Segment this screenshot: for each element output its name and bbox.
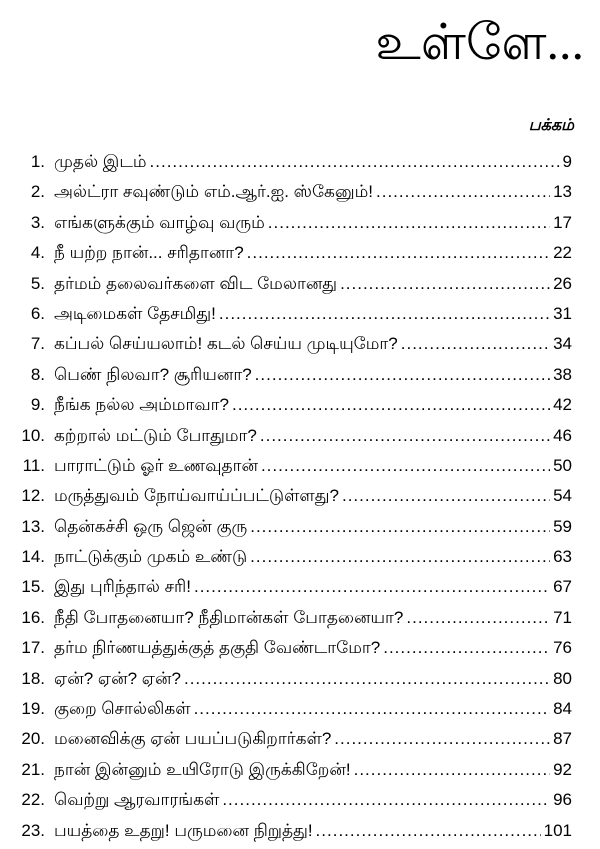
dot-leader [222,788,550,812]
entry-title: இது புரிந்தால் சரி! [54,577,191,597]
entry-title: தென்கச்சி ஒரு ஜென் குரு [54,516,248,536]
toc-entry[interactable] [0,332,600,362]
entry-title: கப்பல் செய்யலாம்! கடல் செய்ய முடியுமோ? [54,334,398,354]
dot-leader [383,636,550,660]
entry-page-number: 67 [553,577,572,597]
entry-title: ஏன்? ஏன்? ஏன்? [54,668,181,688]
entry-number: 3. [30,212,45,232]
entry-number: 20. [21,729,45,749]
entry-page-number: 9 [562,152,572,171]
toc-entry[interactable] [0,393,600,423]
entry-number: 17. [21,638,45,658]
entry-title: எங்களுக்கும் வாழ்வு வரும் [54,212,265,232]
entry-number: 9. [30,395,45,415]
entry-title: கற்றால் மட்டும் போதுமா? [54,425,257,445]
entry-number: 14. [21,547,45,567]
entry-page-number: 84 [553,699,572,719]
entry-number: 21. [21,759,45,779]
toc-entry[interactable] [0,272,600,302]
entry-page-number: 96 [553,790,572,810]
entry-page-number: 80 [553,668,572,688]
entry-title: அல்ட்ரா சவுண்டும் எம்.ஆர்.ஐ. ஸ்கேனும்! [54,182,374,202]
toc-entry[interactable] [0,697,600,727]
entry-number: 1. [30,152,45,171]
entry-number: 2. [30,182,45,202]
entry-title: பாராட்டும் ஓர் உணவுதான் [54,455,258,475]
dot-leader [406,606,550,630]
toc-entry[interactable] [0,424,600,454]
toc-entry[interactable] [0,727,600,757]
entry-title: மனைவிக்கு ஏன் பயப்படுகிறார்கள்? [54,729,332,749]
entry-page-number: 22 [553,243,572,263]
entry-title: தர்ம நிர்ணயத்துக்குத் தகுதி வேண்டாமோ? [54,638,381,658]
entry-page-number: 46 [553,425,572,445]
dot-leader [354,758,550,782]
entry-number: 13. [21,516,45,536]
entry-title: பெண் நிலவா? சூரியனா? [54,364,252,384]
dot-leader [150,150,560,174]
entry-title: மருத்துவம் நோய்வாய்ப்பட்டுள்ளது? [54,486,339,506]
entry-number: 19. [21,699,45,719]
dot-leader [268,211,550,235]
entry-number: 8. [30,364,45,384]
entry-number: 15. [21,577,45,597]
entry-title: வெற்று ஆரவாரங்கள் [54,790,220,810]
toc-entry[interactable] [0,636,600,666]
toc-entry[interactable] [0,363,600,393]
entry-title: அடிமைகள் தேசமிது! [54,303,216,323]
entry-number: 5. [30,273,45,293]
entry-title: குறை சொல்லிகள் [54,699,191,719]
dot-leader [247,241,550,265]
page-title: உள்ளே... [375,14,584,70]
entry-number: 6. [30,303,45,323]
toc-entry[interactable] [0,667,600,697]
entry-page-number: 71 [553,607,572,627]
entry-page-number: 42 [553,395,572,415]
toc-entry[interactable] [0,150,600,180]
entry-page-number: 31 [553,303,572,323]
entry-page-number: 87 [553,729,572,749]
entry-page-number: 59 [553,516,572,536]
entry-page-number: 54 [553,486,572,506]
entry-number: 7. [30,334,45,354]
entry-number: 22. [21,790,45,810]
entry-number: 4. [30,243,45,263]
dot-leader [194,575,550,599]
dot-leader [219,302,550,326]
entry-number: 23. [21,820,45,840]
entry-title: தர்மம் தலைவர்களை விட மேலானது [54,273,338,293]
toc-entry[interactable] [0,819,600,849]
entry-title: நான் இன்னும் உயிரோடு இருக்கிறேன்! [54,759,351,779]
entry-page-number: 50 [553,455,572,475]
toc-entry[interactable] [0,302,600,332]
toc-entry[interactable] [0,515,600,545]
toc-entry[interactable] [0,241,600,271]
toc-entry[interactable] [0,545,600,575]
entry-number: 10. [21,425,45,445]
dot-leader [342,484,550,508]
entry-page-number: 34 [553,334,572,354]
dot-leader [255,363,550,387]
toc-entry[interactable] [0,575,600,605]
entry-page-number: 38 [553,364,572,384]
entry-number: 18. [21,668,45,688]
entry-title: நீங்க நல்ல அம்மாவா? [54,395,229,415]
entry-page-number: 17 [553,212,572,232]
dot-leader [232,393,550,417]
dot-leader [401,332,550,356]
page-column-label: பக்கம் [528,117,574,134]
entry-title: நீதி போதனையா? நீதிமான்கள் போதனையா? [54,607,404,627]
dot-leader [376,180,550,204]
toc-entry[interactable] [0,758,600,788]
dot-leader [340,272,550,296]
toc-entry[interactable] [0,211,600,241]
dot-leader [184,667,550,691]
dot-leader [250,515,550,539]
toc-entry[interactable] [0,788,600,818]
entry-title: பயத்தை உதறு! பருமனை நிறுத்து! [54,820,313,840]
dot-leader [250,545,550,569]
dot-leader [261,454,550,478]
entry-page-number: 26 [553,273,572,293]
entry-number: 12. [21,486,45,506]
entry-page-number: 92 [553,759,572,779]
entry-title: முதல் இடம் [54,152,147,171]
entry-page-number: 76 [553,638,572,658]
toc-entry[interactable] [0,606,600,636]
table-of-contents [0,150,600,849]
entry-number: 11. [22,455,45,475]
dot-leader [334,727,550,751]
toc-entry[interactable] [0,454,600,484]
entry-page-number: 13 [553,182,572,202]
entry-title: நீ யற்ற நான்... சரிதானா? [54,243,244,263]
entry-page-number: 101 [543,820,572,840]
dot-leader [194,697,551,721]
entry-number: 16. [21,607,45,627]
entry-page-number: 63 [553,547,572,567]
entry-title: நாட்டுக்கும் முகம் உண்டு [54,547,248,567]
toc-entry[interactable] [0,484,600,514]
dot-leader [260,424,550,448]
dot-leader [316,819,541,843]
toc-entry[interactable] [0,180,600,210]
